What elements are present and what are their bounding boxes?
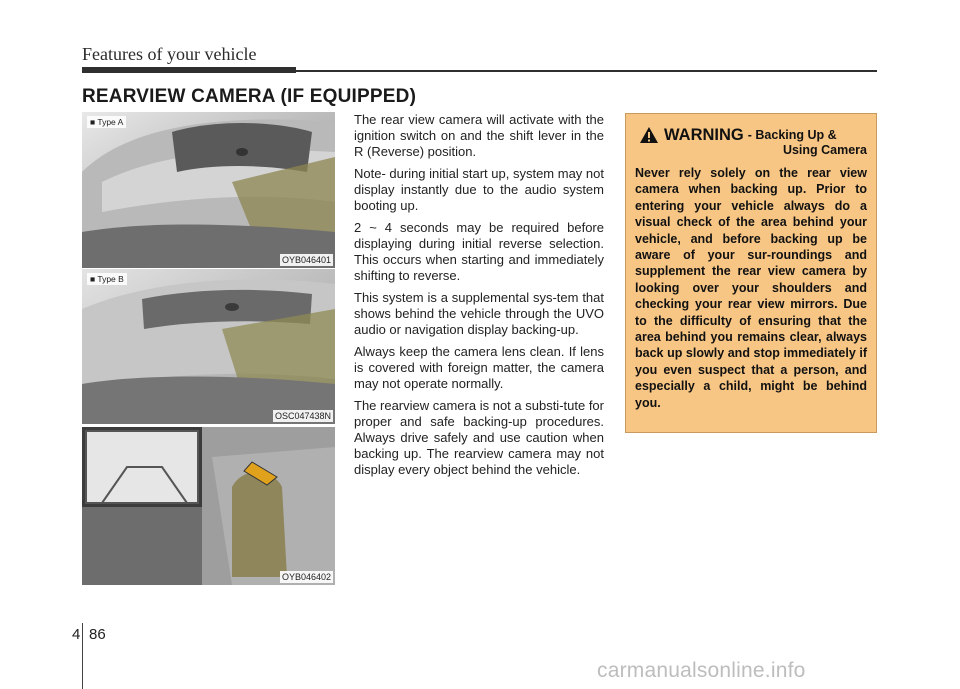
figure-type-b [82,269,335,424]
shift-lever-display-illustration [82,427,335,585]
paragraph: The rear view camera will activate with the ignition switch on and the shift lever in the R (Reverse) position. [354,112,604,159]
header-bar [82,67,296,73]
body-text [354,112,604,484]
figure-code: OYB046401 [281,255,331,265]
paragraph: The rearview camera is not a substi-tute for proper and safe backing-up procedures. Always drive safely and use caution when backing up. The rearview camera may not display every object behind the vehicle. [354,398,604,477]
warning-box [625,113,877,433]
paragraph: Note- during initial start up, system may not display instantly due to the audio system booting up. [354,166,604,213]
figure-type-label: ■ Type A [87,116,126,128]
paragraph: This system is a supplemental sys-tem that shows behind the vehicle through the UVO audio or navigation display backing-up. [354,290,604,337]
warning-triangle-icon [639,126,659,144]
section-heading: REARVIEW CAMERA (IF EQUIPPED) [82,86,417,107]
paragraph: 2 ~ 4 seconds may be required before displaying during initial reverse selection. This occurs when starting and immediately shifting to reverse. [354,220,604,283]
figure-type-label: ■ Type B [87,273,127,285]
figure-code: OSC047438N [274,411,331,421]
watermark: carmanualsonline.info [597,659,806,682]
figure-type-a [82,112,335,268]
warning-text: Never rely solely on the rear view camera when backing up. Prior to entering your vehicle always do a visual check of the area behind your vehicle, and before backing up be aware of your sur-roundings and supplement the rear view camera by looking over your shoulders and checking your rear view mirrors. Due to the difficulty of ensuring that the area behind you remains clear, always back up slowly and stop immediately if you even suspect that a person, and especially a child, might be behind you. [635,166,867,410]
chapter-number: 4 [72,626,81,643]
header-title: Features of your vehicle [82,44,257,64]
figure-code: OYB046402 [281,572,331,582]
paragraph: Always keep the camera lens clean. If lens is covered with foreign matter, the camera may not operate normally. [354,344,604,391]
warning-title: WARNING [664,126,744,144]
warning-subtitle: - Backing Up & [747,128,837,142]
page-separator [82,623,83,689]
warning-subtitle-continued: Using Camera [782,143,867,157]
figure-interior [82,427,335,585]
car-rear-illustration-b [82,269,335,424]
page-number: 86 [89,626,106,643]
warning-header [635,126,867,144]
header-rule [296,70,877,72]
car-rear-illustration-a [82,112,335,268]
